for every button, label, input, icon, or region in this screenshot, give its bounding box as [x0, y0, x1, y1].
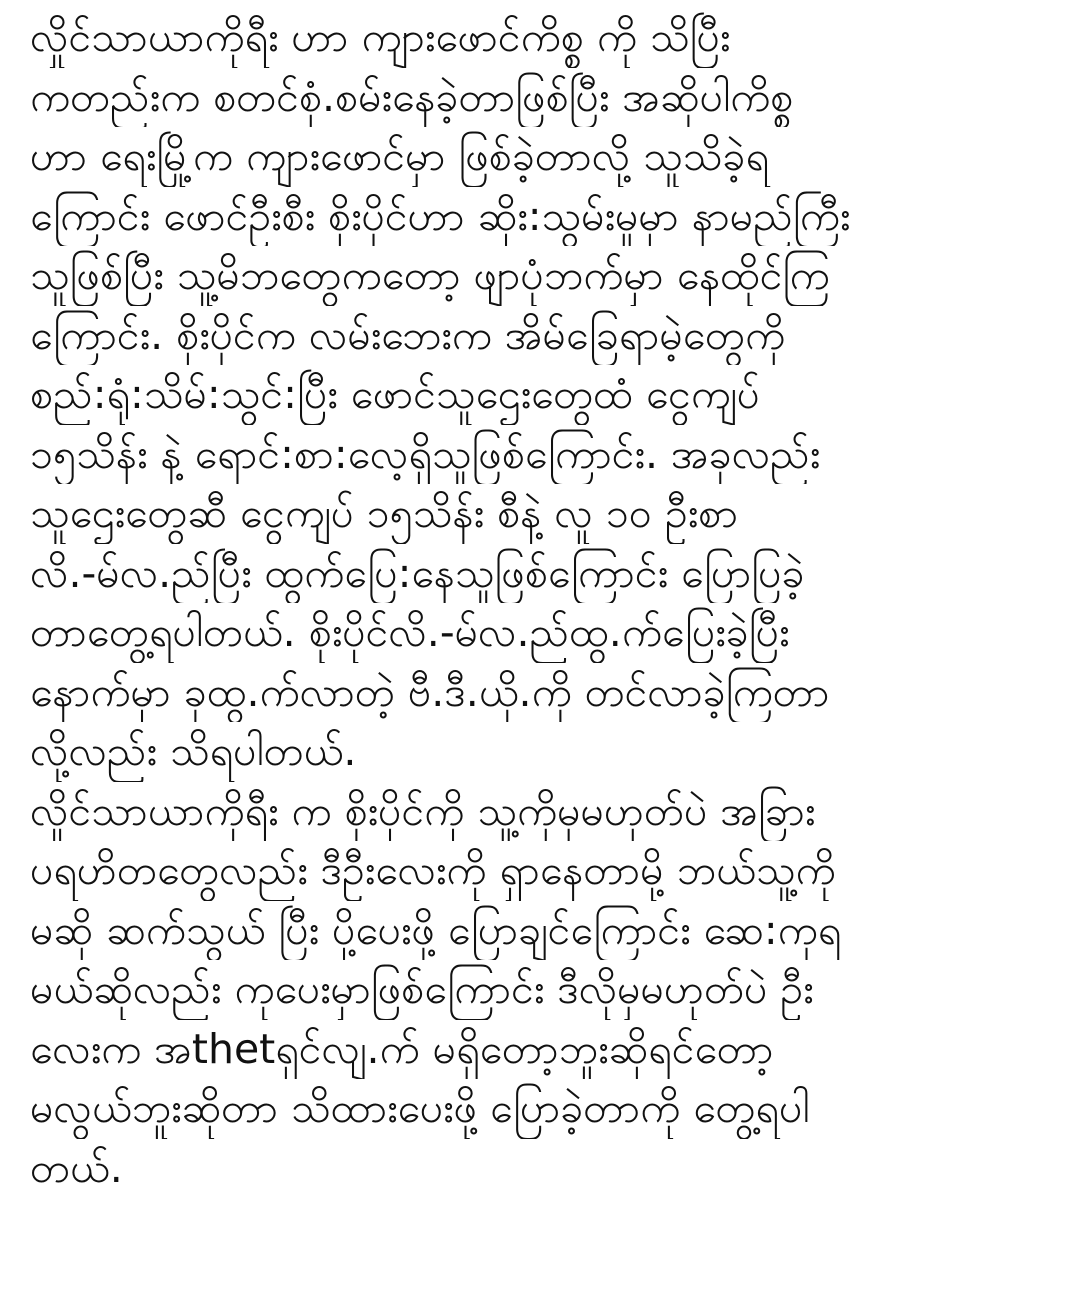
text-line-4: ကြောင်း ဖောင်ဦးစီး စိုးပိုင်ဟာ ဆိုး:သွမ်းမှုမှာ နာမည်ကြီး	[30, 191, 851, 240]
text-line-1: လှိုင်သာယာကိုရီး ဟာ ကျားဖောင်ကိစ္စ ကို သိပြီး	[30, 13, 731, 61]
article-text	[30, 8, 1060, 1198]
text-line-16: မဆို ဆက်သွယ် ပြီး ပို့ပေးဖို့ ပြောချင်ကြောင်း ဆေ:ကုရ	[30, 905, 842, 954]
text-line-7: စည်:ရုံ:သိမ်:သွင်:ပြီး ဖောင်သူဌေးတွေထံ ငွေကျပ်	[30, 370, 760, 418]
text-line-13: လို့လည်း သိရပါတယ်.	[30, 727, 357, 775]
text-line-18: လေးက အthetရှင်လျ.က် မရှိတော့ဘူးဆိုရင်တော့	[30, 1024, 774, 1073]
text-line-10: လိ.-မ်လ.ည်ပြီး ထွက်ပြေ:နေသူဖြစ်ကြောင်း ပြောပြခဲ့	[30, 548, 805, 597]
text-line-12: နောက်မှာ ခုထွ.က်လာတဲ့ ဗီ.ဒီ.ယို.ကို တင်လာခဲ့ကြတာ	[30, 667, 830, 716]
text-line-8: ၁၅သိန်း နဲ့ ရောင်:စာ:လေ့ရှိသူဖြစ်ကြောင်း. အခုလည်း	[30, 429, 821, 478]
text-line-2: ကတည်းက စတင်စုံ.စမ်းနေခဲ့တာဖြစ်ပြီး အဆိုပါကိစ္စ	[30, 72, 794, 121]
text-line-3: ဟာ ရေးမြို့က ကျားဖောင်မှာ ဖြစ်ခဲ့တာလို့ သူသိခဲ့ရ	[30, 132, 770, 180]
text-line-20: တယ်.	[30, 1143, 123, 1192]
text-line-9: သူဌေးတွေဆီ ငွေကျပ် ၁၅သိန်း စီနဲ့ လူ ၁၀ ဦးစာ	[30, 489, 739, 537]
text-line-15: ပရဟိတတွေလည်း ဒီဦးလေးကို ရှာနေတာမို့ ဘယ်သူ့ကို	[30, 846, 836, 894]
text-line-6: ကြောင်း. စိုးပိုင်က လမ်းဘေးက အိမ်ခြေရာမဲ့တွေကို	[30, 310, 786, 359]
text-line-5: သူဖြစ်ပြီး သူ့မိဘတွေကတော့ ဖျာပုံဘက်မှာ နေထိုင်ကြ	[30, 251, 830, 299]
text-line-11: တာတွေ့ရပါတယ်. စိုးပိုင်လိ.-မ်လ.ည်ထွ.က်ပြေးခဲ့ပြီး	[30, 608, 790, 656]
text-line-14: လှိုင်သာယာကိုရီး က စိုးပိုင်ကို သူ့ကိုမှမဟုတ်ပဲ အခြား	[30, 786, 816, 835]
text-line-19: မလွယ်ဘူးဆိုတာ သိထားပေးဖို့ ပြောခဲ့တာကို တွေ့ရပါ	[30, 1084, 810, 1132]
text-line-17: မယ်ဆိုလည်း ကုပေးမှာဖြစ်ကြောင်း ဒီလိုမှမဟုတ်ပဲ ဦး	[30, 965, 814, 1013]
